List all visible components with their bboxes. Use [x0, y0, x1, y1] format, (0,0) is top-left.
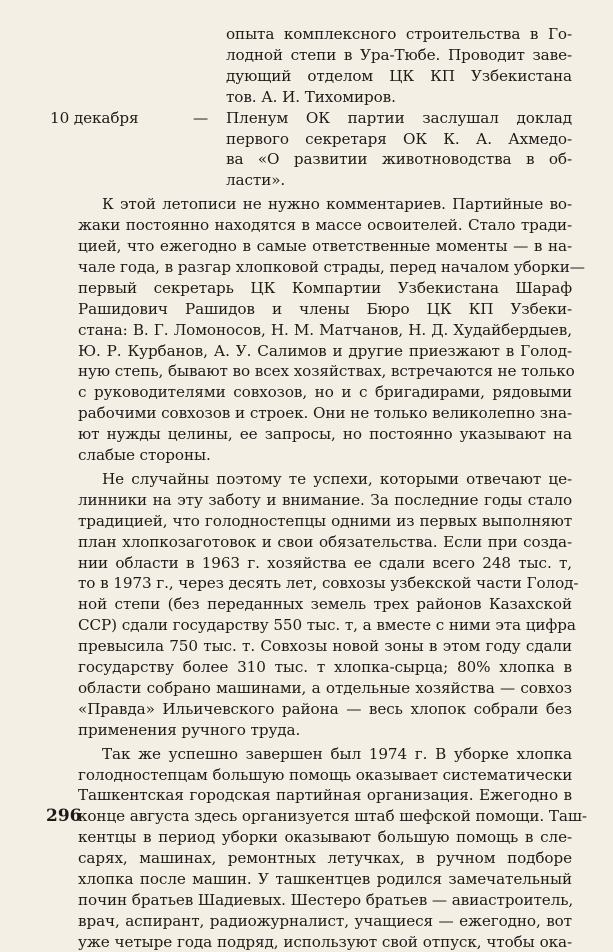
- text-line: врач, аспирант, радиожурналист, учащиеся — ежегодно, вот: [78, 911, 572, 930]
- text-line: то в 1973 г., через десять лет, совхозы узбекской части Голод-: [78, 574, 579, 593]
- text-line: кентцы в период уборки оказывают большую помощь в сле-: [78, 828, 572, 847]
- entry-line: ласти».: [226, 171, 286, 190]
- entry-line: Пленум ОК партии заслушал доклад: [226, 108, 572, 127]
- text-line: традицией, что голодностепцы одними из первых выполняют: [78, 511, 572, 530]
- text-line: жаки постоянно находятся в массе освоителей. Стало тради-: [78, 216, 572, 235]
- text-line: стана: В. Г. Ломоносов, Н. М. Матчанов, Н. Д. Худайбердыев,: [78, 320, 572, 339]
- entry-line: первого секретаря ОК К. А. Ахмедо-: [226, 129, 572, 148]
- text-line: нии области в 1963 г. хозяйства ее сдали всего 248 тыс. т,: [78, 553, 572, 572]
- text-line: государству более 310 тыс. т хлопка-сырца; 80% хлопка в: [78, 658, 572, 676]
- text-line: превысила 750 тыс. т. Совхозы новой зоны в этом году сдали: [78, 637, 572, 656]
- entry-date: 10 декабря: [50, 108, 139, 127]
- text-line: сарях, машинах, ремонтных летучках, в ручном подборе: [78, 849, 572, 868]
- page-number: 296: [46, 806, 82, 826]
- text-line: «Правда» Ильичевского района — весь хлопок собрали без: [78, 699, 572, 718]
- text-line: Ташкентская городская партийная организация. Ежегодно в: [78, 786, 572, 805]
- text-line: ную степь, бывают во всех хозяйствах, встречаются не только: [78, 362, 575, 381]
- chronicle-line: лодной степи в Ура-Тюбе. Проводит заве-: [226, 45, 572, 64]
- text-line: план хлопкозаготовок и свои обязательства. Если при созда-: [78, 532, 572, 551]
- text-line: области собрано машинами, а отдельные хозяйства — совхоз: [78, 678, 572, 697]
- text-line: ной степи (без переданных земель трех районов Казахской: [78, 595, 572, 614]
- chronicle-line: тов. А. И. Тихомиров.: [226, 87, 396, 106]
- text-line: применения ручного труда.: [78, 720, 301, 739]
- text-line: хлопка после машин. У ташкентцев родился замечательный: [78, 870, 572, 888]
- text-line: чале года, в разгар хлопковой страды, перед началом уборки—: [78, 257, 585, 276]
- text-line: линники на эту заботу и внимание. За последние годы стало: [78, 490, 572, 509]
- entry-dash: —: [193, 108, 209, 127]
- text-line: голодностепцам большую помощь оказывает систематически: [78, 765, 573, 784]
- text-line: ССР) сдали государству 550 тыс. т, а вместе с ними эта цифра: [78, 616, 576, 635]
- text-line: первый секретарь ЦК Компартии Узбекистана Шараф: [78, 278, 572, 297]
- text-line: Не случайны поэтому те успехи, которыми отвечают це-: [102, 469, 572, 488]
- chronicle-line: дующий отделом ЦК КП Узбекистана: [226, 66, 572, 85]
- text-line: ют нужды целины, ее запросы, но постоянно указывают на: [78, 425, 572, 444]
- chronicle-line: опыта комплексного строительства в Го-: [226, 25, 572, 43]
- text-line: Так же успешно завершен был 1974 г. В уборке хлопка: [102, 744, 572, 763]
- text-line: цией, что ежегодно в самые ответственные моменты — в на-: [78, 237, 572, 255]
- text-line: конце августа здесь организуется штаб шефской помощи. Таш-: [78, 807, 587, 826]
- text-line: уже четыре года подряд, используют свой отпуск, чтобы ока-: [78, 932, 572, 951]
- text-line: с руководителями совхозов, но и с бригадирами, рядовыми: [78, 383, 572, 402]
- entry-line: ва «О развитии животноводства в об-: [226, 150, 572, 169]
- text-line: Рашидович Рашидов и члены Бюро ЦК КП Узбеки-: [78, 299, 572, 318]
- text-line: слабые стороны.: [78, 446, 211, 464]
- text-line: К этой летописи не нужно комментариев. Партийные во-: [102, 195, 572, 214]
- text-line: рабочими совхозов и строек. Они не только великолепно зна-: [78, 404, 572, 423]
- text-line: почин братьев Шадиевых. Шестеро братьев — авиастроитель,: [78, 890, 574, 909]
- text-line: Ю. Р. Курбанов, А. У. Салимов и другие приезжают в Голод-: [78, 341, 572, 360]
